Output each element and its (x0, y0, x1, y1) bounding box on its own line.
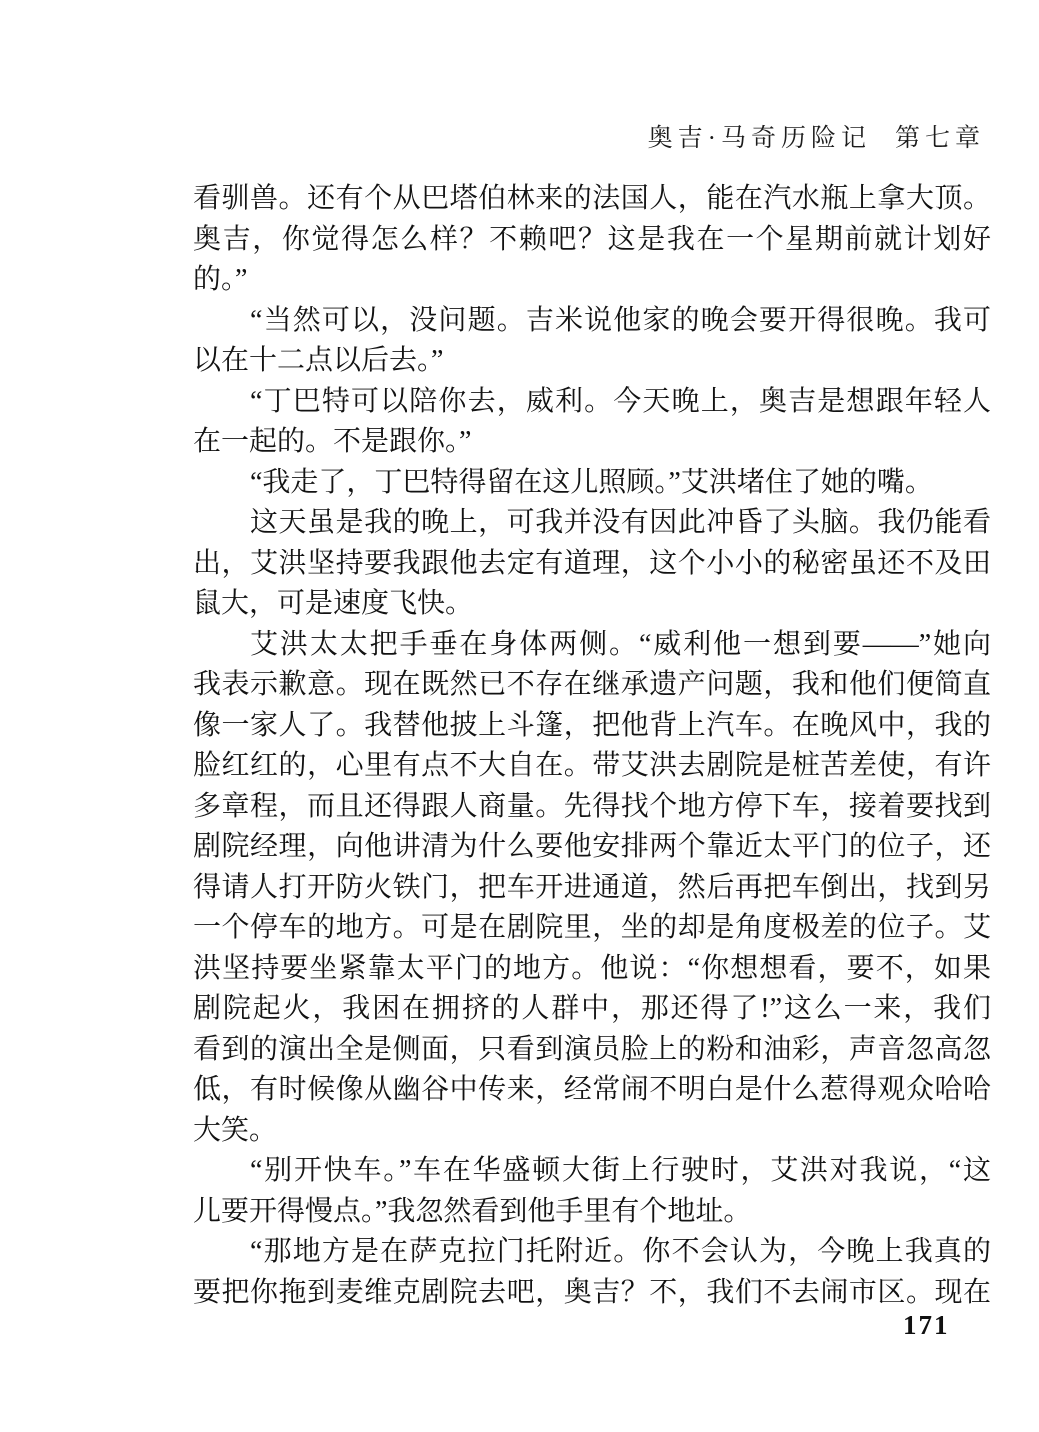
text-line: 低，有时候像从幽谷中传来，经常闹不明白是什么惹得观众哈哈 (193, 1074, 991, 1105)
body-text-block (193, 179, 991, 1313)
text-line: 大笑。 (193, 1114, 278, 1146)
text-line: 以在十二点以后去。” (193, 345, 444, 376)
text-line: 脸红红的，心里有点不大自在。带艾洪去剧院是桩苦差使，有许 (193, 750, 991, 781)
page-number: 171 (903, 1310, 950, 1340)
chapter-label: 第七章 (894, 125, 985, 152)
text-line: 看驯兽。还有个从巴塔伯林来的法国人，能在汽水瓶上拿大顶。 (193, 183, 991, 214)
text-line: 奥吉，你觉得怎么样？不赖吧？这是我在一个星期前就计划好 (193, 223, 991, 255)
text-line: 洪坚持要坐紧靠太平门的地方。他说：“你想想看，要不，如果 (193, 952, 991, 984)
text-line: 这天虽是我的晚上，可我并没有因此冲昏了头脑。我仍能看 (250, 507, 991, 538)
text-line: 像一家人了。我替他披上斗篷，把他背上汽车。在晚风中，我的 (193, 709, 991, 741)
text-line: 鼠大，可是速度飞快。 (193, 588, 474, 619)
text-line: 我表示歉意。现在既然已不存在继承遗产问题，我和他们便简直 (193, 669, 991, 700)
text-line: 出，艾洪坚持要我跟他去定有道理，这个小小的秘密虽还不及田 (193, 547, 991, 579)
text-line: “当然可以，没问题。吉米说他家的晚会要开得很晚。我可 (250, 304, 991, 336)
text-line: 要把你拖到麦维克剧院去吧，奥吉？不，我们不去闹市区。现在 (193, 1276, 991, 1308)
text-line: 儿要开得慢点。”我忽然看到他手里有个地址。 (193, 1195, 752, 1227)
text-line: 的。” (193, 264, 248, 295)
text-line: 剧院经理，向他讲清为什么要他安排两个靠近太平门的位子，还 (193, 831, 991, 862)
text-line: “别开快车。”车在华盛顿大街上行驶时，艾洪对我说，“这 (250, 1155, 991, 1186)
text-line: “那地方是在萨克拉门托附近。你不会认为，今晚上我真的 (250, 1236, 991, 1267)
text-line: 一个停车的地方。可是在剧院里，坐的却是角度极差的位子。艾 (193, 912, 991, 943)
text-line: 得请人打开防火铁门，把车开进通道，然后再把车倒出，找到另 (193, 871, 991, 903)
book-title: 奥吉·马奇历险记 (647, 125, 871, 152)
text-line: 多章程，而且还得跟人商量。先得找个地方停下车，接着要找到 (193, 790, 991, 822)
text-line: “丁巴特可以陪你去，威利。今天晚上，奥吉是想跟年轻人 (250, 385, 991, 417)
running-header (648, 118, 985, 154)
text-line: 艾洪太太把手垂在身体两侧。“威利他一想到要——”她向 (250, 628, 991, 660)
text-line: 看到的演出全是侧面，只看到演员脸上的粉和油彩，声音忽高忽 (193, 1033, 991, 1065)
text-line: 剧院起火，我困在拥挤的人群中，那还得了!”这么一来，我们 (193, 993, 991, 1024)
text-line: “我走了，丁巴特得留在这儿照顾。”艾洪堵住了她的嘴。 (250, 466, 933, 498)
text-line: 在一起的。不是跟你。” (193, 426, 472, 457)
